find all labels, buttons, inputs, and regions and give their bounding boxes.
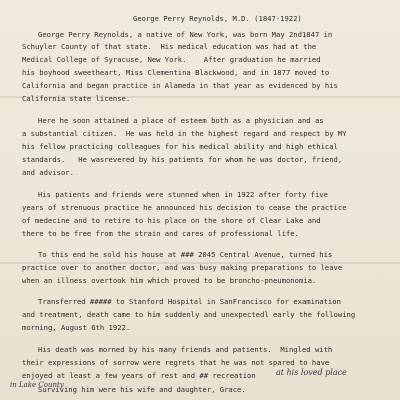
body-line: his fellow practicing colleagues for his medical ability and high ethical: [22, 142, 338, 151]
body-line: Transferred ##### to Stanford Hospital in SanFrancisco for examination: [38, 297, 341, 306]
body-line: their expressions of sorrow were regrets that he was not spared to have: [22, 358, 330, 367]
document-title: George Perry Reynolds, M.D. (1847-1922): [133, 14, 302, 23]
body-line: of medecine and to retire to his place on the shore of Clear Lake and: [22, 216, 321, 225]
body-line: enjoyed at least a few years of rest and ## recreation: [22, 371, 256, 380]
body-line: Schuyler County of that state. His medical education was had at the: [22, 42, 317, 51]
body-line: Here he soon attained a place of esteem both as a physician and as: [38, 116, 324, 125]
body-line: Surviving him were his wife and daughter, Grace.: [38, 385, 246, 394]
body-line: To this end he sold his house at ### 2045 Central Avenue, turned his: [38, 250, 333, 259]
body-line: His death was morned by his many friends and patients. Mingled with: [38, 345, 333, 354]
handwritten-insertion: in Lake County: [10, 381, 64, 389]
body-line: standards. He wasrevered by his patients for whom he was doctor, friend,: [22, 155, 343, 164]
body-line: and treatment, death came to him suddenly and unexpectedl early the following: [22, 310, 356, 319]
body-line: George Perry Reynolds, a native of New York, was born May 2nd1847 in: [38, 30, 333, 39]
body-line: and advisor.: [22, 168, 74, 177]
body-line: His patients and friends were stunned when in 1922 after forty five: [38, 190, 328, 199]
body-line: there to be free from the strain and cares of professional life.: [22, 229, 299, 238]
body-line: when an illness overtook him which proved to be broncho-pneumonomia.: [22, 276, 317, 285]
handwritten-insertion: at his loved place: [276, 368, 347, 377]
body-line: practice over to another doctor, and was busy making preparations to leave: [22, 263, 343, 272]
body-line: morning, August 6th 1922.: [22, 323, 131, 332]
body-line: his boyhood sweetheart, Miss Clementina Blackwood, and in 1877 moved to: [22, 68, 330, 77]
body-line: Medical College of Syracuse, New York. After graduation he married: [22, 55, 321, 64]
body-line: California and began practice in Alameda in that year as evidenced by his: [22, 81, 338, 90]
body-line: a substantial citizen. He was held in the highest regard and respect by MY: [22, 129, 347, 138]
body-line: California state license.: [22, 94, 131, 103]
body-line: years of strenuous practice he announced his decision to cease the practice: [22, 203, 347, 212]
